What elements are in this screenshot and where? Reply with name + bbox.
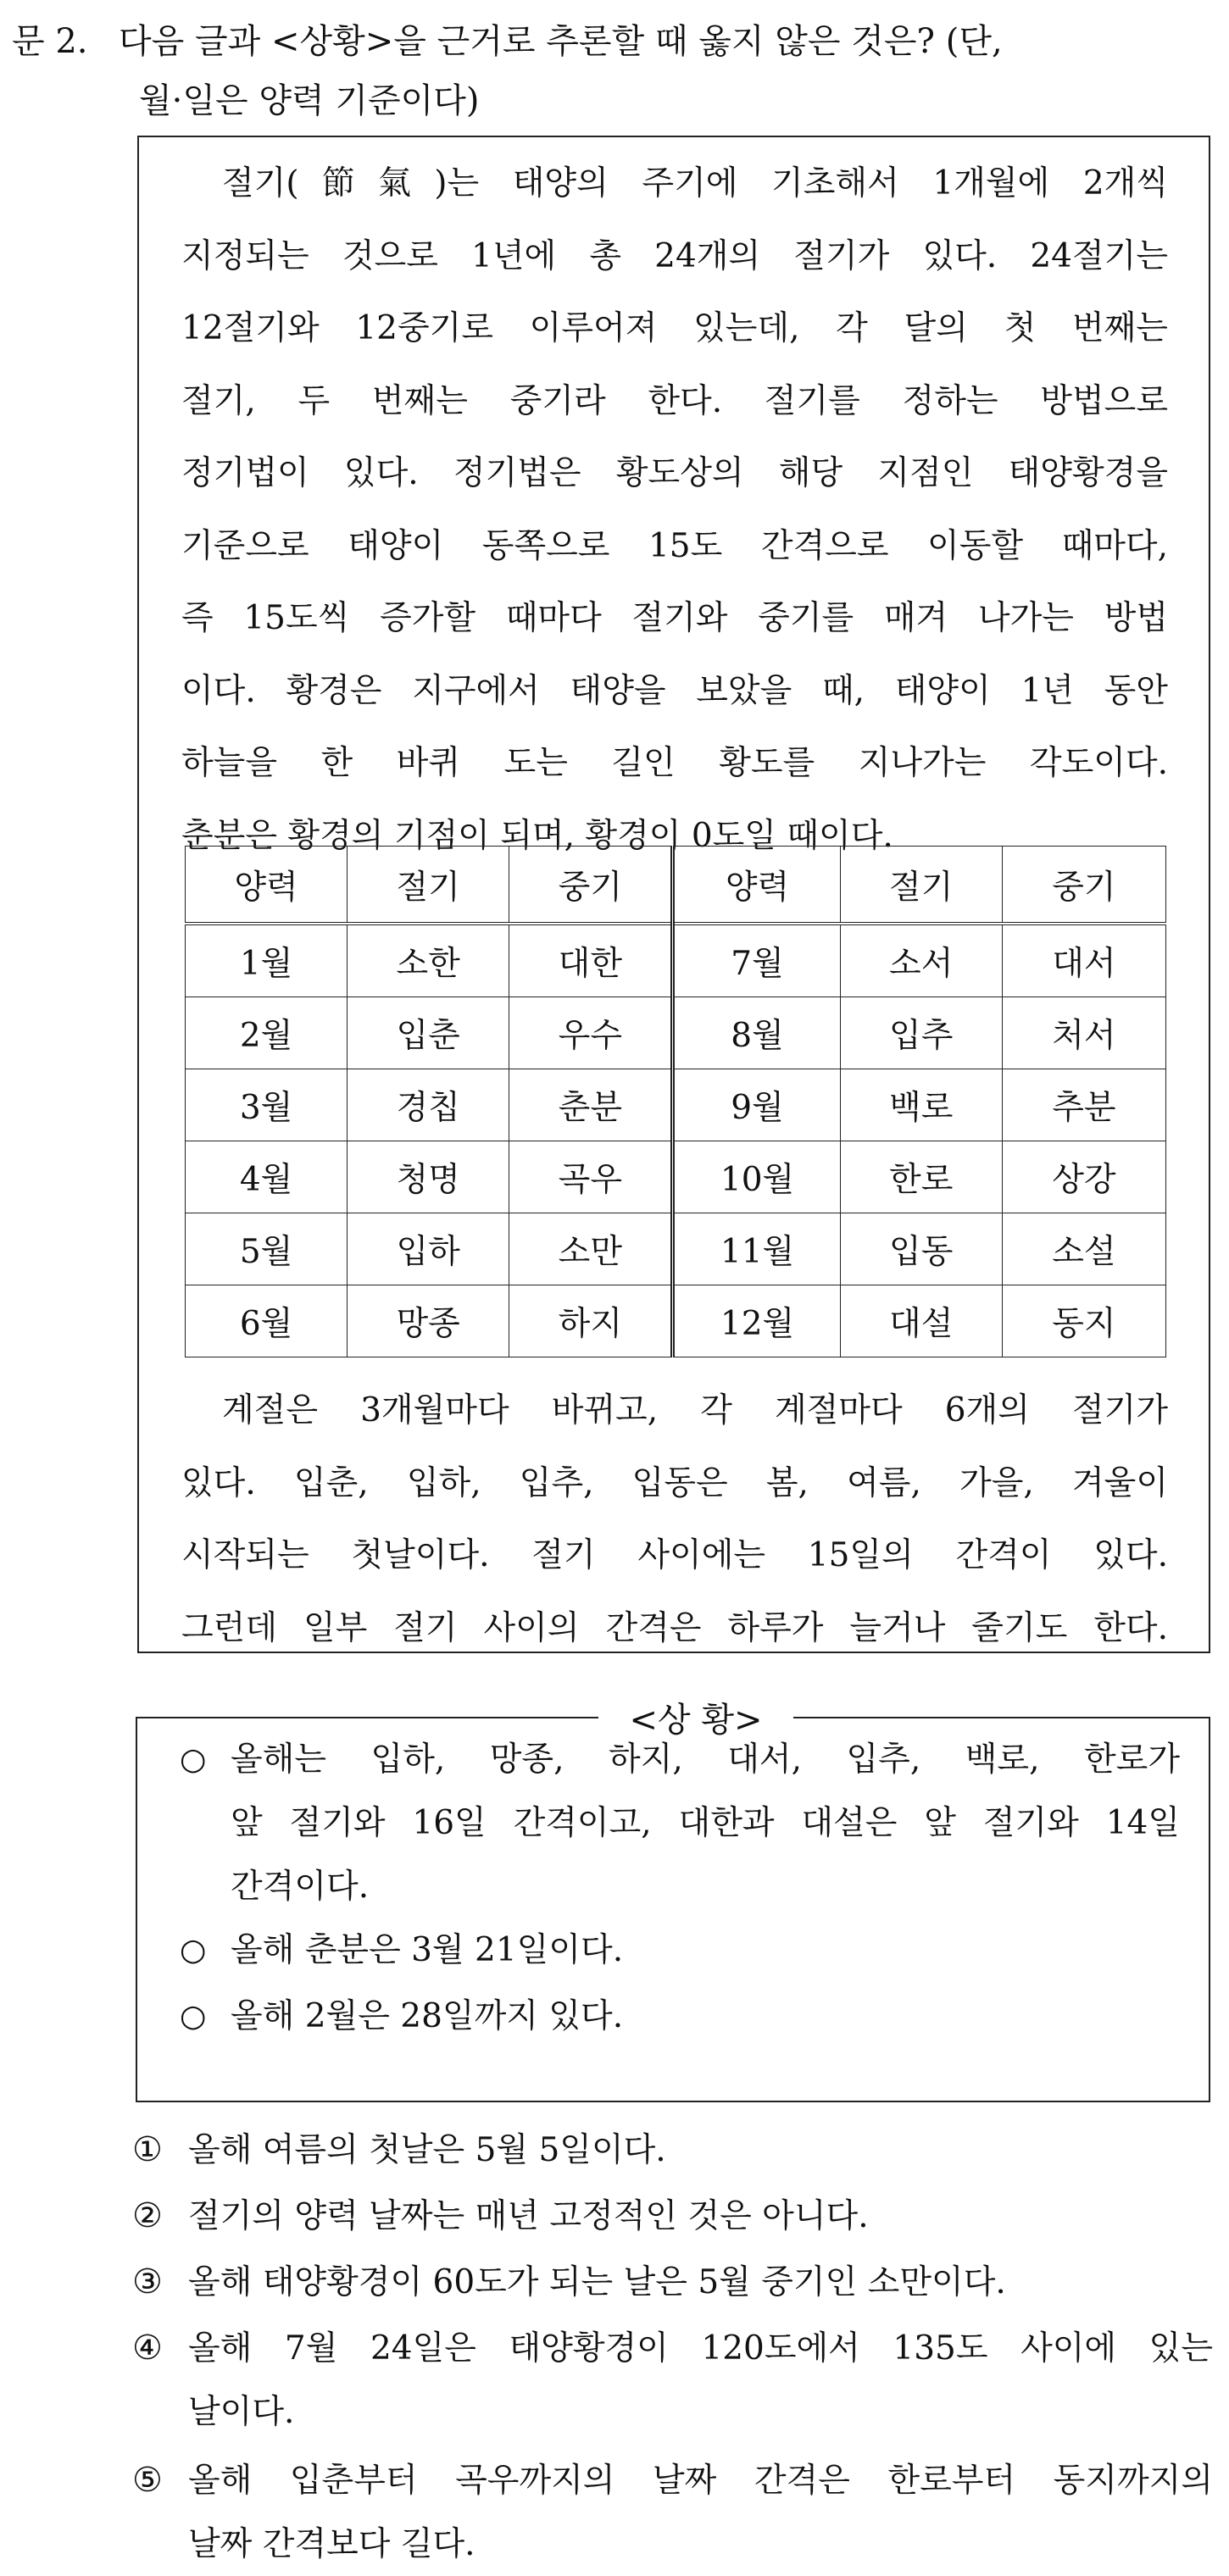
choice-number: ③ [132,2262,163,2301]
passage-line: 기준으로 태양이 동쪽으로 15도 간격으로 이동할 때마다, [181,526,1168,565]
passage-line: 지정되는 것으로 1년에 총 24개의 절기가 있다. 24절기는 [181,236,1168,275]
question-stem-line1: 다음 글과 <상황>을 근거로 추론할 때 옳지 않은 것은? (단, [119,22,1003,61]
bullet-circle-icon: ○ [180,1742,207,1777]
table-cell: 2월 [186,997,348,1069]
choice-number: ② [132,2196,163,2235]
table-cell: 소설 [1002,1213,1165,1285]
passage-paragraph-1 [181,147,1168,872]
table-cell: 한로 [840,1141,1002,1213]
situation-line: 올해 춘분은 3월 21일이다. [231,1931,624,1969]
question-stem-line2: 월·일은 양력 기준이다) [139,81,480,120]
table-cell: 3월 [186,1069,348,1141]
situation-item-text [231,1985,1180,2048]
table-header-cell: 양력 [186,847,348,924]
passage-line: 춘분은 황경의 기점이 되며, 황경이 0도일 때이다. [181,816,893,855]
table-cell: 4월 [186,1141,348,1213]
table-row [186,1285,1166,1357]
situation-item-text [231,1918,1180,1982]
bullet-circle-icon: ○ [180,1999,207,2034]
passage-line: 12절기와 12중기로 이루어져 있는데, 각 달의 첫 번째는 [181,309,1168,347]
table-cell: 소서 [840,924,1002,997]
table-row [186,1069,1166,1141]
table-cell: 대설 [840,1285,1002,1357]
situation-item-text [231,1728,1180,1918]
table-cell: 춘분 [509,1069,673,1141]
choice-number: ⑤ [132,2461,163,2500]
table-cell: 백로 [840,1069,1002,1141]
passage-line: 하늘을 한 바퀴 도는 길인 황도를 지나가는 각도이다. [181,744,1168,782]
table-header-cell: 양력 [673,847,840,924]
situation-line: 앞 절기와 16일 간격이고, 대한과 대설은 앞 절기와 14일 [231,1804,1180,1842]
choice-text: 올해 여름의 첫날은 5월 5일이다. [188,2131,666,2169]
table-cell: 7월 [673,924,840,997]
table-cell: 대서 [1002,924,1165,997]
table-cell: 8월 [673,997,840,1069]
situation-box [136,1718,1210,2102]
situation-title: <상 황> [598,1693,793,1741]
table-cell: 청명 [348,1141,509,1213]
choice-text: 올해 태양황경이 60도가 되는 날은 5월 중기인 소만이다. [188,2263,1006,2301]
table-cell: 곡우 [509,1141,673,1213]
choice-number: ① [132,2130,163,2169]
table-cell: 5월 [186,1213,348,1285]
bullet-circle-icon: ○ [180,1933,207,1968]
situation-line: 올해는 입하, 망종, 하지, 대서, 입추, 백로, 한로가 [231,1740,1180,1779]
passage-box [137,136,1210,1653]
passage-line: 이다. 황경은 지구에서 태양을 보았을 때, 태양이 1년 동안 [181,671,1168,710]
table-cell: 12월 [673,1285,840,1357]
situation-line: 간격이다. [231,1868,370,1906]
table-cell: 대한 [509,924,673,997]
table-cell: 하지 [509,1285,673,1357]
table-cell: 상강 [1002,1141,1165,1213]
table-cell: 1월 [186,924,348,997]
passage-line: 있다. 입춘, 입하, 입추, 입동은 봄, 여름, 가을, 겨울이 [181,1463,1168,1502]
choice-text: 올해 입춘부터 곡우까지의 날짜 간격은 한로부터 동지까지의 [188,2462,1213,2500]
passage-paragraph-2 [181,1374,1168,1664]
table-cell: 입하 [348,1213,509,1285]
choice-number: ④ [132,2329,163,2368]
table-cell: 처서 [1002,997,1165,1069]
table-cell: 11월 [673,1213,840,1285]
table-row [186,924,1166,997]
table-header-cell: 절기 [348,847,509,924]
table-cell: 망종 [348,1285,509,1357]
situation-line: 올해 2월은 28일까지 있다. [231,1997,624,2035]
table-header-row [186,847,1166,924]
passage-line: 절기, 두 번째는 중기라 한다. 절기를 정하는 방법으로 [181,381,1168,420]
table-cell: 9월 [673,1069,840,1141]
choice-text: 날짜 간격보다 길다. [188,2525,475,2563]
choice-text: 올해 7월 24일은 태양황경이 120도에서 135도 사이에 있는 [188,2329,1213,2368]
question-number: 문 2. [12,22,88,61]
table-row [186,997,1166,1069]
passage-line: 정기법이 있다. 정기법은 황도상의 해당 지점인 태양황경을 [181,454,1168,492]
table-header-cell: 중기 [1002,847,1165,924]
choice-text: 절기의 양력 날짜는 매년 고정적인 것은 아니다. [188,2197,869,2235]
table-row [186,1213,1166,1285]
choice-text: 날이다. [188,2393,295,2431]
passage-line: 계절은 3개월마다 바뀌고, 각 계절마다 6개의 절기가 [222,1391,1168,1430]
table-cell: 10월 [673,1141,840,1213]
table-cell: 입동 [840,1213,1002,1285]
table-cell: 6월 [186,1285,348,1357]
table-cell: 입춘 [348,997,509,1069]
table-cell: 소한 [348,924,509,997]
table-cell: 추분 [1002,1069,1165,1141]
table-cell: 입추 [840,997,1002,1069]
table-cell: 소만 [509,1213,673,1285]
passage-line: 절기(節氣)는 태양의 주기에 기초해서 1개월에 2개씩 [222,164,1168,203]
solar-terms-table [185,846,1166,1357]
table-cell: 동지 [1002,1285,1165,1357]
table-cell: 경칩 [348,1069,509,1141]
passage-line: 즉 15도씩 증가할 때마다 절기와 중기를 매겨 나가는 방법 [181,599,1168,637]
passage-line: 시작되는 첫날이다. 절기 사이에는 15일의 간격이 있다. [181,1536,1168,1574]
table-cell: 우수 [509,997,673,1069]
passage-line: 그런데 일부 절기 사이의 간격은 하루가 늘거나 줄기도 한다. [181,1608,1168,1647]
table-row [186,1141,1166,1213]
table-header-cell: 절기 [840,847,1002,924]
table-header-cell: 중기 [509,847,673,924]
